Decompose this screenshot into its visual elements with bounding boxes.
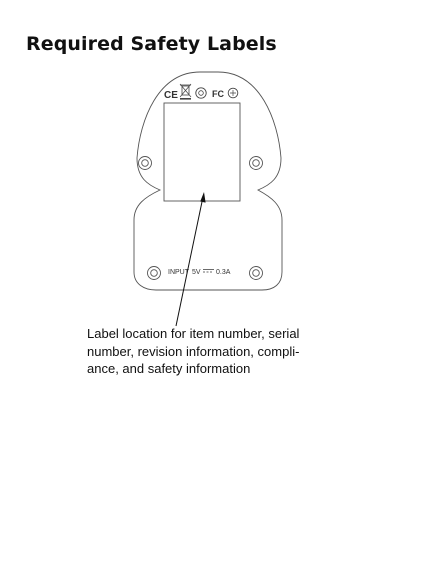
input-label: INPUT [168, 269, 189, 276]
caption-line: ance, and safety information [87, 361, 251, 376]
emc-circle-icon [228, 88, 238, 98]
ce-mark-icon: CE [164, 90, 178, 101]
page-title: Required Safety Labels [26, 33, 277, 55]
caption-line: number, revision information, compli- [87, 343, 300, 359]
voltage-label: 5V [192, 269, 201, 276]
label-location-caption [87, 325, 327, 378]
screw-icon [139, 157, 152, 170]
screw-icon [250, 267, 263, 280]
weee-bin-icon [180, 84, 191, 100]
caption-line: Label location for item number, serial [87, 326, 300, 341]
label-area [164, 103, 240, 201]
current-label: 0.3A [216, 269, 231, 276]
leader-line [176, 197, 203, 326]
arrowhead [200, 192, 205, 203]
device-outline [134, 72, 282, 290]
fcc-mark-icon: FC [212, 89, 224, 99]
recycle-icon [196, 88, 206, 98]
screw-icon [250, 157, 263, 170]
screw-icon [148, 267, 161, 280]
dc-symbol-icon [203, 270, 214, 273]
